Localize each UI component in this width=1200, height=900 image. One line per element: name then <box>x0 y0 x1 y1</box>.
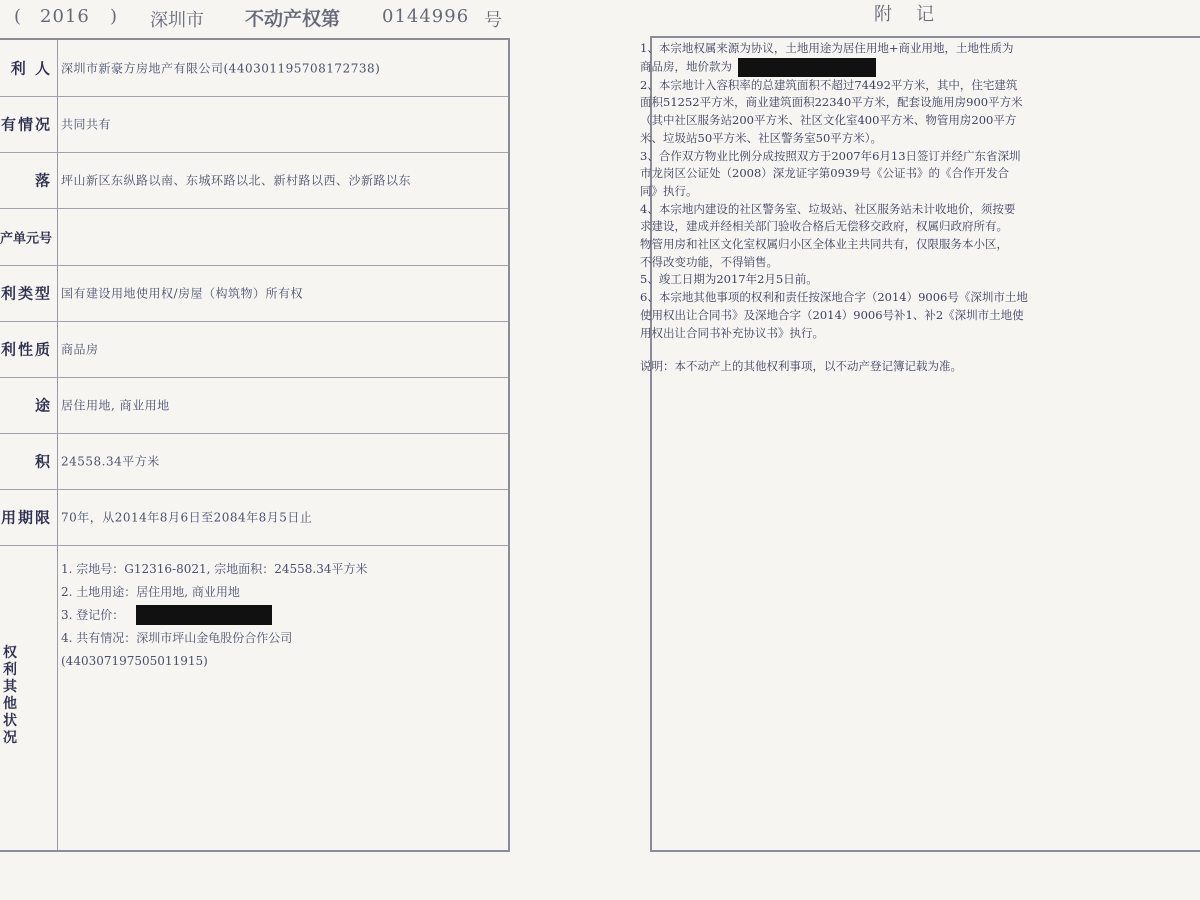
row-right-holder <box>0 40 508 97</box>
row-label: 利 人 <box>10 59 52 78</box>
registered-price-label: 3. 登记价： <box>61 608 125 622</box>
row-label: 用期限 <box>0 508 52 527</box>
row-value: 共同共有 <box>61 117 112 132</box>
row-usage <box>0 377 508 434</box>
note-line: 市龙岗区公证处（2008）深龙证字第0939号《公证书》的《合作开发合 <box>640 166 1010 181</box>
row-label: 落 <box>34 171 52 190</box>
spacer <box>640 342 1165 358</box>
row-value: 居住用地, 商业用地 <box>61 398 170 413</box>
other-status-line: 2. 土地用途：居住用地, 商业用地 <box>61 585 240 599</box>
certificate-table <box>0 38 510 852</box>
note-line: 4、本宗地内建设的社区警务室、垃圾站、社区服务站未计收地价，须按要 <box>640 201 1016 216</box>
row-label: 产单元号 <box>0 231 52 246</box>
row-label: 途 <box>34 396 52 415</box>
row-label: 有情况 <box>0 115 52 134</box>
row-value: 国有建设用地使用权/房屋（构筑物）所有权 <box>61 286 304 301</box>
notes-title: 附记 <box>874 4 958 25</box>
row-value: 深圳市新豪方房地产有限公司(440301195708172738) <box>61 61 381 76</box>
redaction-bar <box>738 58 876 77</box>
row-label: 利类型 <box>0 284 52 303</box>
header-suffix: 号 <box>484 10 502 31</box>
note-line: 3、合作双方物业比例分成按照双方于2007年6月13日签订并经广东省深圳 <box>640 148 1021 163</box>
header-close-paren: ) <box>110 6 118 27</box>
row-area <box>0 433 508 490</box>
row-right-nature <box>0 321 508 378</box>
row-ownership <box>0 96 508 153</box>
note-line <box>640 58 1165 77</box>
certificate-header <box>0 2 600 32</box>
note-line: （其中社区服务站200平方米、社区文化室400平方米、物管用房200平方 <box>640 113 1017 128</box>
note-line: 同》执行。 <box>640 183 698 198</box>
other-status-label: 权 利 其 他 状 况 <box>3 645 17 746</box>
other-status-line: (440307197505011915) <box>61 654 208 668</box>
note-line: 5、竣工日期为2017年2月5日前。 <box>640 272 818 287</box>
note-line: 不得改变功能，不得销售。 <box>640 254 778 269</box>
remark-line: 说明：本不动产上的其他权利事项，以不动产登记簿记载为准。 <box>640 359 962 374</box>
note-line: 求建设，建成并经相关部门验收合格后无偿移交政府，权属归政府所有。 <box>640 219 1008 234</box>
row-term <box>0 489 508 546</box>
row-value: 坪山新区东纵路以南、东城环路以北、新村路以西、沙新路以东 <box>61 173 412 188</box>
redaction-bar <box>136 605 272 625</box>
header-title: 不动产权第 <box>245 8 341 30</box>
note-line: 1、本宗地权属来源为协议，土地用途为居住用地+商业用地，土地性质为 <box>640 41 1014 55</box>
note-line: 米、垃圾站50平方米、社区警务室50平方米）。 <box>640 130 883 145</box>
note-line: 用权出让合同书补充协议书》执行。 <box>640 325 824 340</box>
row-label: 利性质 <box>0 340 52 359</box>
row-label: 积 <box>34 452 52 471</box>
note-line: 使用权出让合同书》及深地合字（2014）9006号补1、补2《深圳市土地使 <box>640 307 1024 322</box>
notes-list <box>640 40 1165 376</box>
row-value: 24558.34平方米 <box>61 454 160 469</box>
certificate-right-page <box>600 0 1200 900</box>
note-line: 物管用房和社区文化室权属归小区全体业主共同共有，仅限服务本小区， <box>640 237 1008 252</box>
row-right-type <box>0 265 508 322</box>
header-year: 2016 <box>40 6 90 27</box>
note-line: 面积51252平方米，商业建筑面积22340平方米，配套设施用房900平方米 <box>640 95 1023 110</box>
header-number: 0144996 <box>382 6 470 27</box>
header-city: 深圳市 <box>150 10 204 31</box>
row-location <box>0 152 508 209</box>
other-status-line <box>61 604 501 627</box>
header-open-paren: ( <box>14 6 22 27</box>
other-status-list <box>61 558 501 673</box>
row-value: 商品房 <box>61 342 99 357</box>
land-price-label: 商品房，地价款为 <box>640 59 732 74</box>
note-line: 6、本宗地其他事项的权利和责任按深地合字（2014）9006号《深圳市土地 <box>640 290 1028 305</box>
other-status-line: 1. 宗地号：G12316-8021, 宗地面积：24558.34平方米 <box>61 562 368 576</box>
row-unit-number <box>0 208 508 266</box>
row-value: 70年，从2014年8月6日至2084年8月5日止 <box>61 510 313 525</box>
note-line: 2、本宗地计入容积率的总建筑面积不超过74492平方米，其中，住宅建筑 <box>640 77 1018 92</box>
other-status-line: 4. 共有情况：深圳市坪山金龟股份合作公司 <box>61 631 293 645</box>
